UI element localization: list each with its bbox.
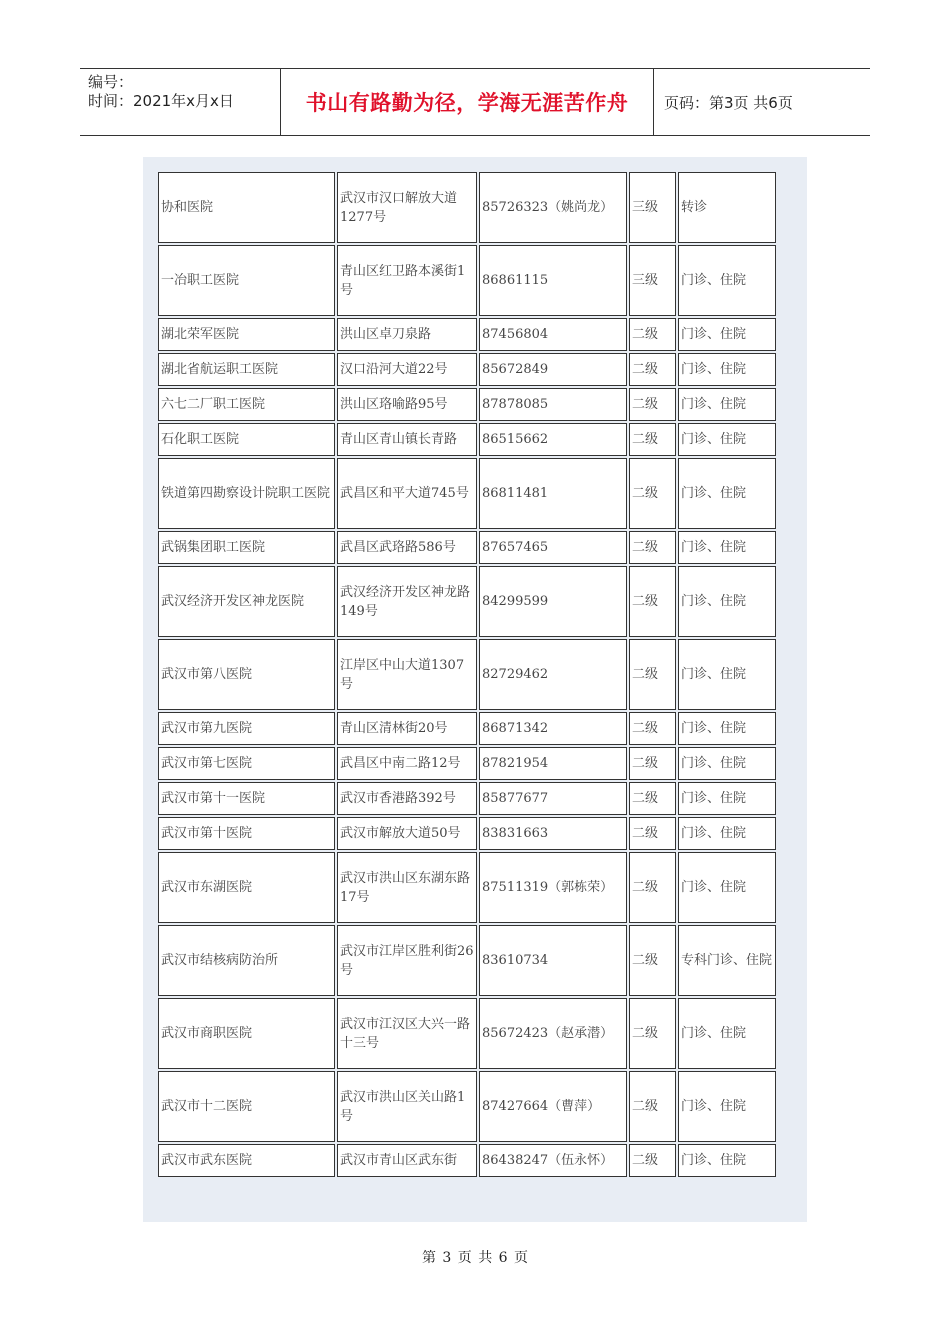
hospital-service-cell: 门诊、住院 <box>678 747 776 780</box>
table-row <box>158 423 776 456</box>
hospital-level-cell: 二级 <box>629 318 676 351</box>
hospital-level-cell: 三级 <box>629 172 676 243</box>
hospital-service-cell: 门诊、住院 <box>678 1144 776 1177</box>
hospital-phone-cell: 86871342 <box>479 712 627 745</box>
hospital-level-cell: 二级 <box>629 639 676 710</box>
hospital-level-cell: 二级 <box>629 458 676 529</box>
hospital-table <box>156 170 778 1179</box>
table-row <box>158 998 776 1069</box>
table-row <box>158 388 776 421</box>
hospital-name-cell: 六七二厂职工医院 <box>158 388 335 421</box>
hospital-level-cell: 二级 <box>629 998 676 1069</box>
hospital-phone-cell: 86438247（伍永怀） <box>479 1144 627 1177</box>
table-row <box>158 531 776 564</box>
hospital-name-cell: 武汉市东湖医院 <box>158 852 335 923</box>
hospital-level-cell: 二级 <box>629 782 676 815</box>
hospital-address-cell: 武汉市江汉区大兴一路十三号 <box>337 998 477 1069</box>
hospital-name-cell: 协和医院 <box>158 172 335 243</box>
hospital-service-cell: 门诊、住院 <box>678 245 776 316</box>
hospital-phone-cell: 87821954 <box>479 747 627 780</box>
hospital-address-cell: 洪山区珞喻路95号 <box>337 388 477 421</box>
header-page-number: 页码：第3页 共6页 <box>664 93 793 112</box>
hospital-name-cell: 武锅集团职工医院 <box>158 531 335 564</box>
hospital-phone-cell: 85877677 <box>479 782 627 815</box>
hospital-service-cell: 门诊、住院 <box>678 712 776 745</box>
hospital-address-cell: 武汉经济开发区神龙路149号 <box>337 566 477 637</box>
hospital-name-cell: 武汉市第十医院 <box>158 817 335 850</box>
document-time-label: 时间：2021年x月x日 <box>88 92 234 110</box>
hospital-name-cell: 武汉经济开发区神龙医院 <box>158 566 335 637</box>
hospital-phone-cell: 87878085 <box>479 388 627 421</box>
page-header <box>80 68 870 136</box>
header-motto: 书山有路勤为径，学海无涯苦作舟 <box>305 91 629 115</box>
header-motto-cell <box>281 69 654 135</box>
hospital-name-cell: 武汉市武东医院 <box>158 1144 335 1177</box>
table-row <box>158 566 776 637</box>
table-row <box>158 172 776 243</box>
table-row <box>158 852 776 923</box>
table-row <box>158 1071 776 1142</box>
hospital-address-cell: 武汉市解放大道50号 <box>337 817 477 850</box>
hospital-service-cell: 门诊、住院 <box>678 782 776 815</box>
hospital-service-cell: 门诊、住院 <box>678 423 776 456</box>
table-row <box>158 747 776 780</box>
hospital-service-cell: 门诊、住院 <box>678 639 776 710</box>
hospital-service-cell: 专科门诊、住院 <box>678 925 776 996</box>
hospital-phone-cell: 86861115 <box>479 245 627 316</box>
hospital-level-cell: 二级 <box>629 925 676 996</box>
hospital-name-cell: 武汉市商职医院 <box>158 998 335 1069</box>
header-meta <box>80 69 281 135</box>
hospital-level-cell: 二级 <box>629 531 676 564</box>
hospital-phone-cell: 87511319（郭栋荣） <box>479 852 627 923</box>
hospital-name-cell: 武汉市十二医院 <box>158 1071 335 1142</box>
hospital-address-cell: 青山区清林街20号 <box>337 712 477 745</box>
hospital-address-cell: 武昌区和平大道745号 <box>337 458 477 529</box>
document-number-label: 编号： <box>88 73 134 91</box>
hospital-service-cell: 门诊、住院 <box>678 566 776 637</box>
hospital-level-cell: 二级 <box>629 566 676 637</box>
table-row <box>158 245 776 316</box>
table-row <box>158 458 776 529</box>
hospital-address-cell: 洪山区卓刀泉路 <box>337 318 477 351</box>
table-row <box>158 1144 776 1177</box>
hospital-name-cell: 武汉市第七医院 <box>158 747 335 780</box>
table-row <box>158 712 776 745</box>
hospital-level-cell: 二级 <box>629 747 676 780</box>
hospital-name-cell: 武汉市第九医院 <box>158 712 335 745</box>
hospital-phone-cell: 83610734 <box>479 925 627 996</box>
hospital-level-cell: 三级 <box>629 245 676 316</box>
hospital-service-cell: 转诊 <box>678 172 776 243</box>
hospital-phone-cell: 84299599 <box>479 566 627 637</box>
hospital-address-cell: 汉口沿河大道22号 <box>337 353 477 386</box>
hospital-name-cell: 湖北省航运职工医院 <box>158 353 335 386</box>
hospital-phone-cell: 85726323（姚尚龙） <box>479 172 627 243</box>
hospital-address-cell: 武汉市香港路392号 <box>337 782 477 815</box>
hospital-service-cell: 门诊、住院 <box>678 852 776 923</box>
table-row <box>158 782 776 815</box>
table-row <box>158 925 776 996</box>
table-row <box>158 817 776 850</box>
hospital-address-cell: 武汉市洪山区东湖东路17号 <box>337 852 477 923</box>
hospital-address-cell: 青山区青山镇长青路 <box>337 423 477 456</box>
hospital-level-cell: 二级 <box>629 712 676 745</box>
hospital-address-cell: 武昌区中南二路12号 <box>337 747 477 780</box>
hospital-phone-cell: 85672423（赵承潜） <box>479 998 627 1069</box>
hospital-address-cell: 武汉市洪山区关山路1号 <box>337 1071 477 1142</box>
hospital-name-cell: 武汉市第八医院 <box>158 639 335 710</box>
hospital-level-cell: 二级 <box>629 817 676 850</box>
hospital-service-cell: 门诊、住院 <box>678 388 776 421</box>
hospital-table-body <box>158 172 776 1177</box>
hospital-service-cell: 门诊、住院 <box>678 817 776 850</box>
hospital-address-cell: 武汉市青山区武东街 <box>337 1144 477 1177</box>
hospital-level-cell: 二级 <box>629 1071 676 1142</box>
hospital-phone-cell: 87427664（曹萍） <box>479 1071 627 1142</box>
hospital-phone-cell: 85672849 <box>479 353 627 386</box>
hospital-phone-cell: 82729462 <box>479 639 627 710</box>
hospital-address-cell: 武汉市汉口解放大道1277号 <box>337 172 477 243</box>
hospital-address-cell: 武汉市江岸区胜利街26号 <box>337 925 477 996</box>
hospital-name-cell: 一冶职工医院 <box>158 245 335 316</box>
table-row <box>158 639 776 710</box>
hospital-address-cell: 青山区红卫路本溪街1号 <box>337 245 477 316</box>
hospital-phone-cell: 87456804 <box>479 318 627 351</box>
hospital-service-cell: 门诊、住院 <box>678 353 776 386</box>
hospital-service-cell: 门诊、住院 <box>678 531 776 564</box>
hospital-name-cell: 石化职工医院 <box>158 423 335 456</box>
hospital-service-cell: 门诊、住院 <box>678 318 776 351</box>
hospital-table-panel <box>143 157 807 1222</box>
hospital-level-cell: 二级 <box>629 388 676 421</box>
hospital-level-cell: 二级 <box>629 1144 676 1177</box>
hospital-phone-cell: 86515662 <box>479 423 627 456</box>
hospital-level-cell: 二级 <box>629 852 676 923</box>
hospital-phone-cell: 83831663 <box>479 817 627 850</box>
hospital-service-cell: 门诊、住院 <box>678 458 776 529</box>
hospital-name-cell: 湖北荣军医院 <box>158 318 335 351</box>
hospital-service-cell: 门诊、住院 <box>678 998 776 1069</box>
hospital-name-cell: 武汉市第十一医院 <box>158 782 335 815</box>
hospital-service-cell: 门诊、住院 <box>678 1071 776 1142</box>
hospital-address-cell: 武昌区武珞路586号 <box>337 531 477 564</box>
page-footer: 第 3 页 共 6 页 <box>421 1250 529 1266</box>
hospital-level-cell: 二级 <box>629 353 676 386</box>
hospital-address-cell: 江岸区中山大道1307号 <box>337 639 477 710</box>
hospital-name-cell: 武汉市结核病防治所 <box>158 925 335 996</box>
hospital-level-cell: 二级 <box>629 423 676 456</box>
hospital-phone-cell: 86811481 <box>479 458 627 529</box>
hospital-phone-cell: 87657465 <box>479 531 627 564</box>
hospital-name-cell: 铁道第四勘察设计院职工医院 <box>158 458 335 529</box>
table-row <box>158 318 776 351</box>
table-row <box>158 353 776 386</box>
